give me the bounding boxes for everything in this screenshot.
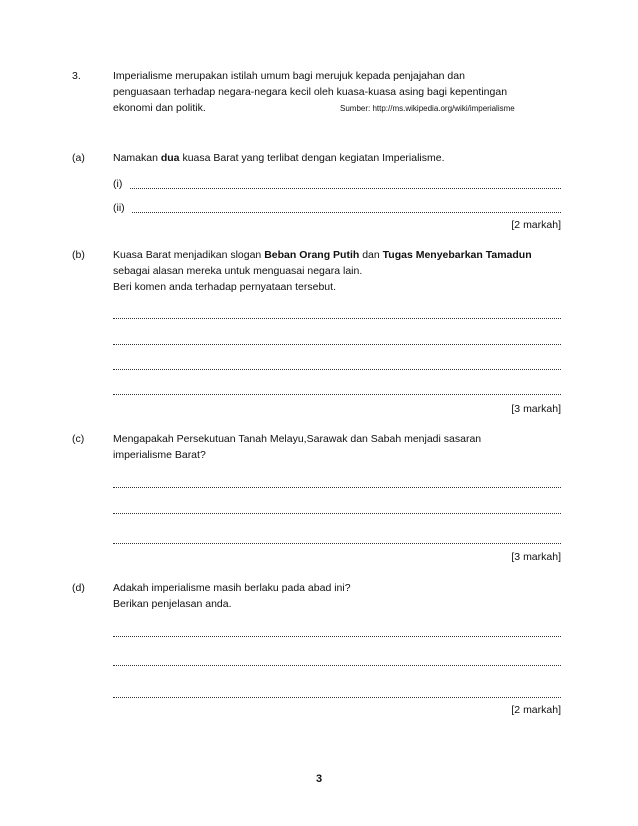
part-c-label: (c) [72, 433, 85, 445]
answer-line-c-1[interactable] [113, 487, 561, 488]
answer-line-c-2[interactable] [113, 513, 561, 514]
part-d-question-line-2: Berikan penjelasan anda. [113, 598, 232, 610]
answer-line-c-3[interactable] [113, 543, 561, 544]
part-d-question-line-1: Adakah imperialisme masih berlaku pada abad ini? [113, 582, 351, 594]
answer-line-a-ii[interactable] [132, 212, 561, 213]
part-b-question-line-2: sebagai alasan mereka untuk menguasai negara lain. [113, 265, 363, 277]
question-number: 3. [72, 70, 81, 82]
answer-line-a-i[interactable] [130, 188, 561, 189]
answer-line-b-3[interactable] [113, 369, 561, 370]
part-a-marks: [2 markah] [511, 219, 561, 231]
page-number: 3 [315, 773, 323, 785]
part-d-label: (d) [72, 582, 85, 594]
part-d-marks: [2 markah] [511, 704, 561, 716]
part-a-label: (a) [72, 152, 85, 164]
source-citation: Sumber: http://ms.wikipedia.org/wiki/imperialisme [340, 104, 515, 113]
part-b-marks: [3 markah] [511, 403, 561, 415]
part-c-question-line-2: imperialisme Barat? [113, 449, 206, 461]
part-a-question: Namakan dua kuasa Barat yang terlibat dengan kegiatan Imperialisme. [113, 152, 445, 164]
question-stem-line-1: Imperialisme merupakan istilah umum bagi merujuk kepada penjajahan dan [113, 70, 465, 82]
answer-line-b-2[interactable] [113, 344, 561, 345]
part-c-marks: [3 markah] [511, 551, 561, 563]
part-b-question-line-1: Kuasa Barat menjadikan slogan Beban Orang Putih dan Tugas Menyebarkan Tamadun [113, 249, 532, 261]
answer-line-d-3[interactable] [113, 697, 561, 698]
answer-line-d-2[interactable] [113, 665, 561, 666]
answer-line-d-1[interactable] [113, 636, 561, 637]
answer-line-b-4[interactable] [113, 394, 561, 395]
part-b-question-line-3: Beri komen anda terhadap pernyataan tersebut. [113, 281, 336, 293]
part-a-sub-ii-label: (ii) [113, 202, 125, 214]
part-b-label: (b) [72, 249, 85, 261]
part-a-sub-i-label: (i) [113, 178, 123, 190]
question-stem-line-2: penguasaan terhadap negara-negara kecil oleh kuasa-kuasa asing bagi kepentingan [113, 86, 508, 98]
question-stem-line-3: ekonomi dan politik. [113, 102, 206, 114]
part-c-question-line-1: Mengapakah Persekutuan Tanah Melayu,Sarawak dan Sabah menjadi sasaran [113, 433, 482, 445]
answer-line-b-1[interactable] [113, 318, 561, 319]
